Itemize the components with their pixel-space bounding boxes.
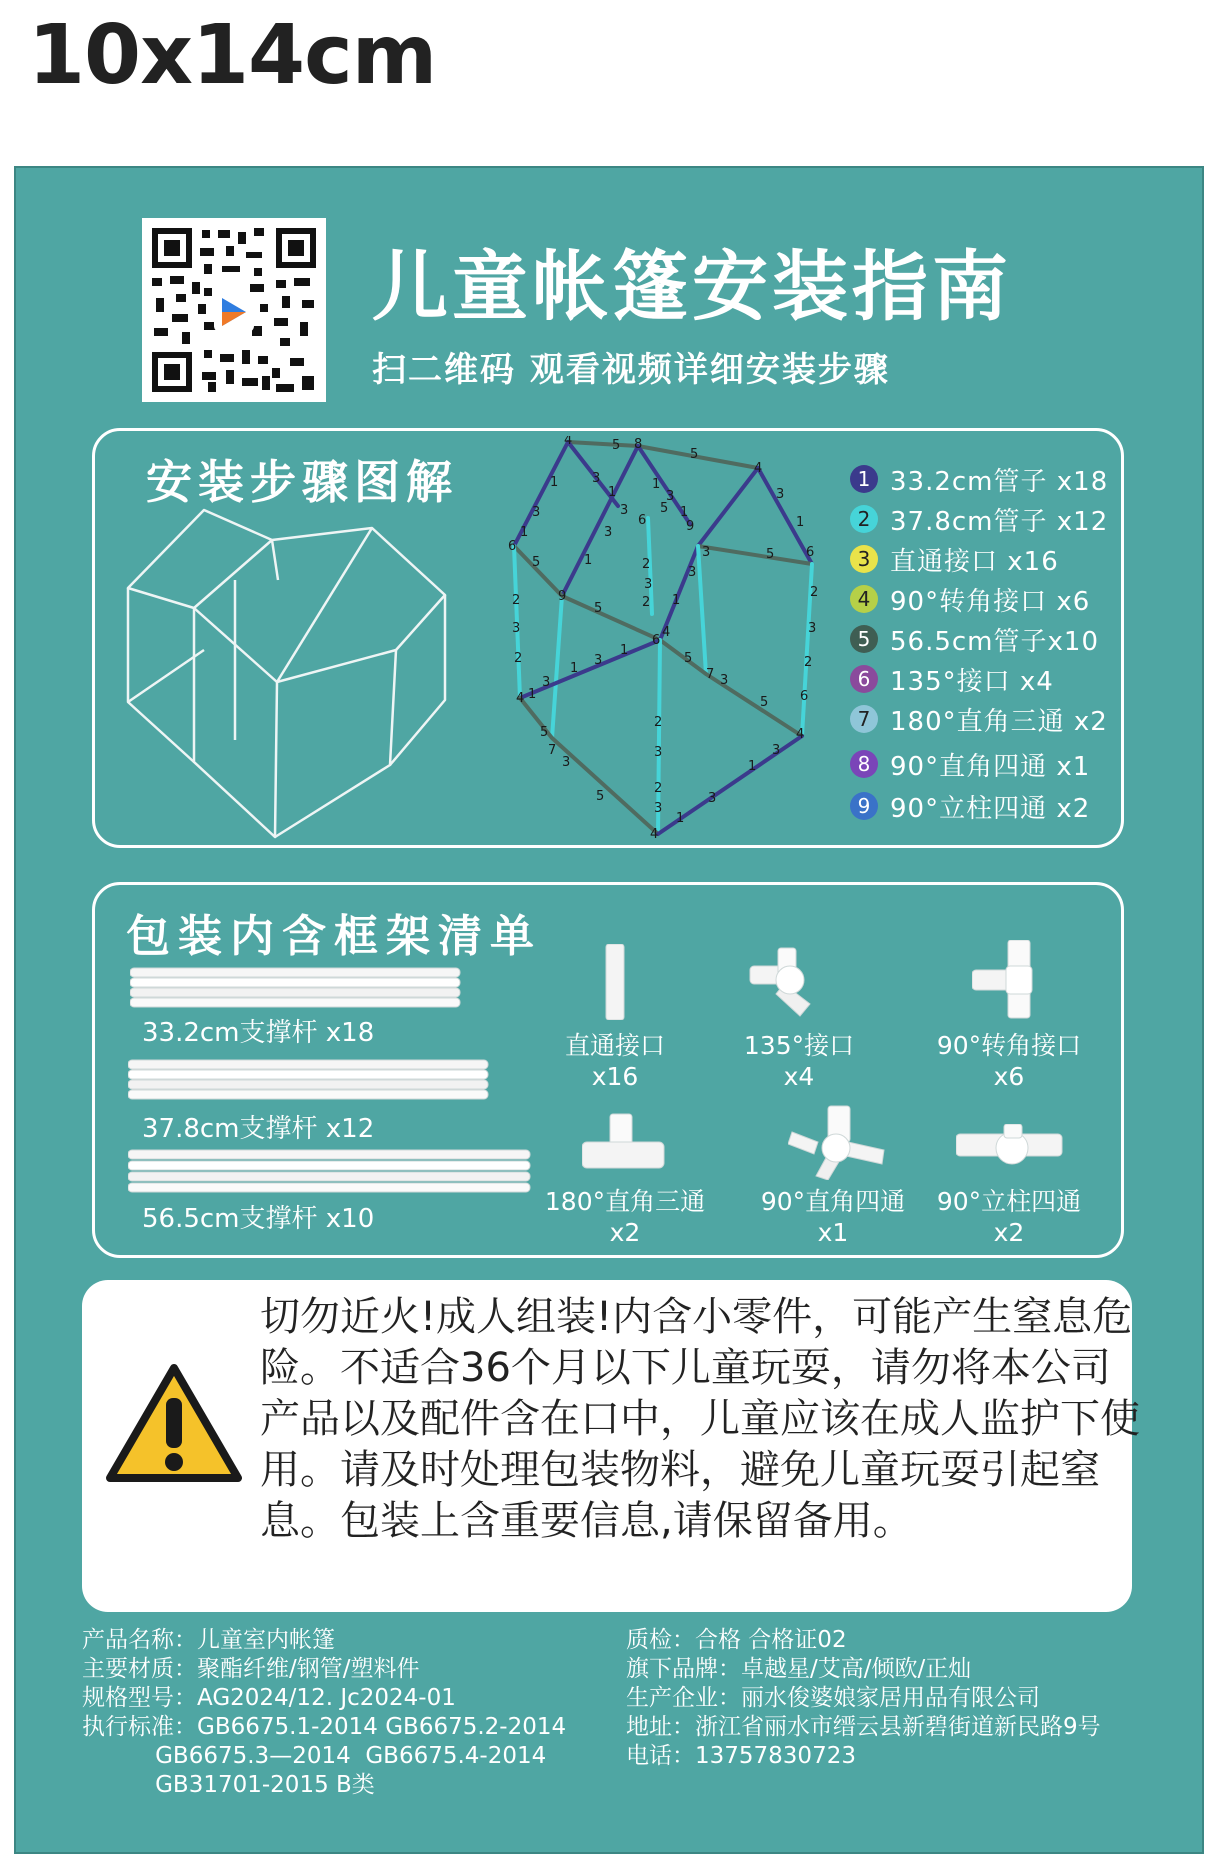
info-line: 地址：浙江省丽水市缙云县新碧街道新民路9号 (626, 1714, 1101, 1740)
svg-text:6: 6 (652, 633, 661, 648)
svg-text:6: 6 (806, 545, 815, 560)
svg-text:3: 3 (604, 525, 613, 540)
connector-qty: x6 (993, 1062, 1025, 1091)
connector-name: 90°转角接口 (936, 1031, 1082, 1060)
svg-text:5: 5 (540, 725, 549, 740)
legend-badge: 6 (850, 665, 878, 693)
135-connector-icon (748, 946, 834, 1022)
connector-label (530, 1186, 720, 1248)
legend-item (850, 703, 1108, 735)
numbered-frame-diagram (470, 436, 840, 846)
svg-text:5: 5 (532, 555, 541, 570)
svg-text:8: 8 (634, 437, 643, 452)
straight-connector-icon (604, 944, 626, 1020)
svg-text:1: 1 (620, 643, 629, 658)
svg-text:3: 3 (688, 565, 697, 580)
svg-text:4: 4 (650, 827, 659, 842)
90-cross-connector-icon (788, 1104, 886, 1180)
connector-name: 180°直角三通 (544, 1187, 706, 1216)
info-line: 执行标准：GB6675.1-2014 GB6675.2-2014 (82, 1714, 567, 1740)
svg-text:4: 4 (662, 625, 671, 640)
svg-text:4: 4 (796, 727, 805, 742)
legend-badge: 2 (850, 505, 878, 533)
page-title: 儿童帐篷安装指南 (372, 242, 1012, 331)
info-line: 旗下品牌：卓越星/艾高/倾欧/正灿 (626, 1656, 972, 1682)
svg-text:7: 7 (706, 667, 715, 682)
legend-badge: 7 (850, 705, 878, 733)
legend-item (850, 748, 1090, 780)
legend-label: 90°立柱四通 x2 (890, 793, 1091, 824)
svg-text:5: 5 (594, 601, 603, 616)
rod-bundle-332 (130, 966, 462, 1010)
legend-label: 37.8cm管子 x12 (890, 506, 1109, 537)
info-line: 主要材质：聚酯纤维/钢管/塑料件 (82, 1656, 420, 1682)
svg-text:2: 2 (804, 655, 813, 670)
svg-text:2: 2 (642, 595, 651, 610)
legend-item (850, 663, 1054, 695)
svg-text:3: 3 (702, 545, 711, 560)
svg-text:1: 1 (796, 515, 805, 530)
svg-text:1: 1 (748, 759, 757, 774)
svg-text:1: 1 (528, 687, 537, 702)
page-subtitle: 扫二维码 观看视频详细安装步骤 (372, 350, 890, 390)
svg-text:3: 3 (772, 743, 781, 758)
svg-text:4: 4 (516, 691, 525, 706)
connector-label (704, 1030, 894, 1092)
svg-text:3: 3 (654, 801, 663, 816)
legend-item (850, 503, 1108, 535)
svg-text:3: 3 (562, 755, 571, 770)
info-line: 产品名称：儿童室内帐篷 (82, 1627, 335, 1653)
svg-text:1: 1 (652, 477, 661, 492)
connector-qty: x16 (591, 1062, 639, 1091)
svg-text:6: 6 (800, 689, 809, 704)
svg-text:3: 3 (592, 471, 601, 486)
svg-text:1: 1 (608, 485, 617, 500)
warning-text: 切勿近火!成人组装!内含小零件，可能产生窒息危险。不适合36个月以下儿童玩耍，请勿将本公司产品以及配件含在口中，儿童应该在成人监护下使用。请及时处理包装物料，避免儿童玩耍引起窒息。包装上含重要信息,请保留备用。 (260, 1294, 1140, 1544)
svg-text:6: 6 (508, 539, 517, 554)
connector-label (914, 1186, 1104, 1248)
180-tee-connector-icon (582, 1112, 666, 1172)
info-line: 电话：13757830723 (626, 1743, 856, 1769)
qr-code (142, 218, 326, 402)
legend-label: 56.5cm管子x10 (890, 626, 1099, 657)
connector-name: 135°接口 (743, 1031, 855, 1060)
rod-bundle-378 (128, 1058, 490, 1102)
svg-text:3: 3 (512, 621, 521, 636)
legend-label: 直通接口 x16 (890, 546, 1059, 577)
connector-name: 90°直角四通 (760, 1187, 906, 1216)
connector-label (520, 1030, 710, 1092)
svg-text:2: 2 (810, 585, 819, 600)
connector-label (914, 1030, 1104, 1092)
legend-badge: 9 (850, 792, 878, 820)
svg-text:9: 9 (558, 589, 567, 604)
svg-text:2: 2 (512, 593, 521, 608)
90-elbow-connector-icon (972, 940, 1036, 1020)
svg-text:5: 5 (612, 438, 621, 453)
svg-text:2: 2 (642, 557, 651, 572)
info-line: 生产企业：丽水俊婆娘家居用品有限公司 (626, 1685, 1040, 1711)
rod-label: 37.8cm支撑杆 x12 (142, 1114, 375, 1144)
connector-name: 90°立柱四通 (936, 1187, 1082, 1216)
svg-text:5: 5 (660, 501, 669, 516)
svg-text:3: 3 (644, 577, 653, 592)
svg-text:1: 1 (550, 475, 559, 490)
steps-panel-title: 安装步骤图解 (146, 455, 458, 509)
svg-text:1: 1 (570, 661, 579, 676)
svg-text:4: 4 (754, 461, 763, 476)
svg-text:2: 2 (514, 651, 523, 666)
svg-text:2: 2 (654, 781, 663, 796)
svg-text:5: 5 (690, 447, 699, 462)
svg-text:2: 2 (654, 715, 663, 730)
rod-bundle-565 (128, 1148, 532, 1196)
svg-text:3: 3 (620, 503, 629, 518)
svg-text:1: 1 (672, 593, 681, 608)
svg-text:6: 6 (638, 513, 647, 528)
svg-text:5: 5 (684, 651, 693, 666)
svg-text:3: 3 (666, 489, 675, 504)
connector-qty: x2 (609, 1218, 641, 1247)
connector-name: 直通接口 (564, 1031, 665, 1060)
legend-label: 180°直角三通 x2 (890, 706, 1108, 737)
90-post-cross-connector-icon (956, 1124, 1064, 1170)
legend-badge: 8 (850, 750, 878, 778)
svg-text:3: 3 (776, 487, 785, 502)
rod-label: 33.2cm支撑杆 x18 (142, 1018, 375, 1048)
legend-label: 90°转角接口 x6 (890, 586, 1091, 617)
info-line: 质检：合格 合格证02 (626, 1627, 847, 1653)
connector-label (738, 1186, 928, 1248)
svg-text:3: 3 (532, 505, 541, 520)
svg-text:7: 7 (548, 743, 557, 758)
legend-badge: 5 (850, 625, 878, 653)
svg-text:3: 3 (708, 791, 717, 806)
legend-item (850, 543, 1059, 575)
svg-text:3: 3 (720, 673, 729, 688)
svg-text:1: 1 (584, 553, 593, 568)
legend-badge: 4 (850, 585, 878, 613)
rod-label: 56.5cm支撑杆 x10 (142, 1204, 375, 1234)
legend-label: 90°直角四通 x1 (890, 751, 1091, 782)
warning-triangle-icon (104, 1362, 244, 1486)
connector-qty: x4 (783, 1062, 815, 1091)
connector-qty: x2 (993, 1218, 1025, 1247)
info-line: 规格型号：AG2024/12. Jc2024-01 (82, 1685, 456, 1711)
svg-text:1: 1 (520, 525, 529, 540)
legend-item (850, 790, 1090, 822)
house-frame-illustration (120, 500, 460, 850)
legend-item (850, 463, 1108, 495)
svg-text:9: 9 (686, 519, 695, 534)
svg-text:3: 3 (594, 653, 603, 668)
info-line: GB6675.3—2014 GB6675.4-2014 (82, 1743, 547, 1769)
legend-item (850, 583, 1090, 615)
svg-text:1: 1 (680, 505, 689, 520)
legend-badge: 1 (850, 465, 878, 493)
svg-text:3: 3 (808, 621, 817, 636)
parts-panel-title: 包装内含框架清单 (126, 911, 542, 962)
svg-text:3: 3 (542, 675, 551, 690)
size-label: 10x14cm (28, 8, 437, 103)
legend-item (850, 623, 1099, 655)
svg-text:3: 3 (654, 745, 663, 760)
info-line: GB31701-2015 B类 (82, 1772, 375, 1798)
svg-text:4: 4 (564, 436, 573, 448)
svg-text:5: 5 (760, 695, 769, 710)
legend-label: 33.2cm管子 x18 (890, 466, 1109, 497)
svg-text:5: 5 (766, 547, 775, 562)
svg-text:1: 1 (676, 811, 685, 826)
connector-qty: x1 (817, 1218, 849, 1247)
legend-label: 135°接口 x4 (890, 666, 1054, 697)
svg-text:5: 5 (596, 789, 605, 804)
legend-badge: 3 (850, 545, 878, 573)
